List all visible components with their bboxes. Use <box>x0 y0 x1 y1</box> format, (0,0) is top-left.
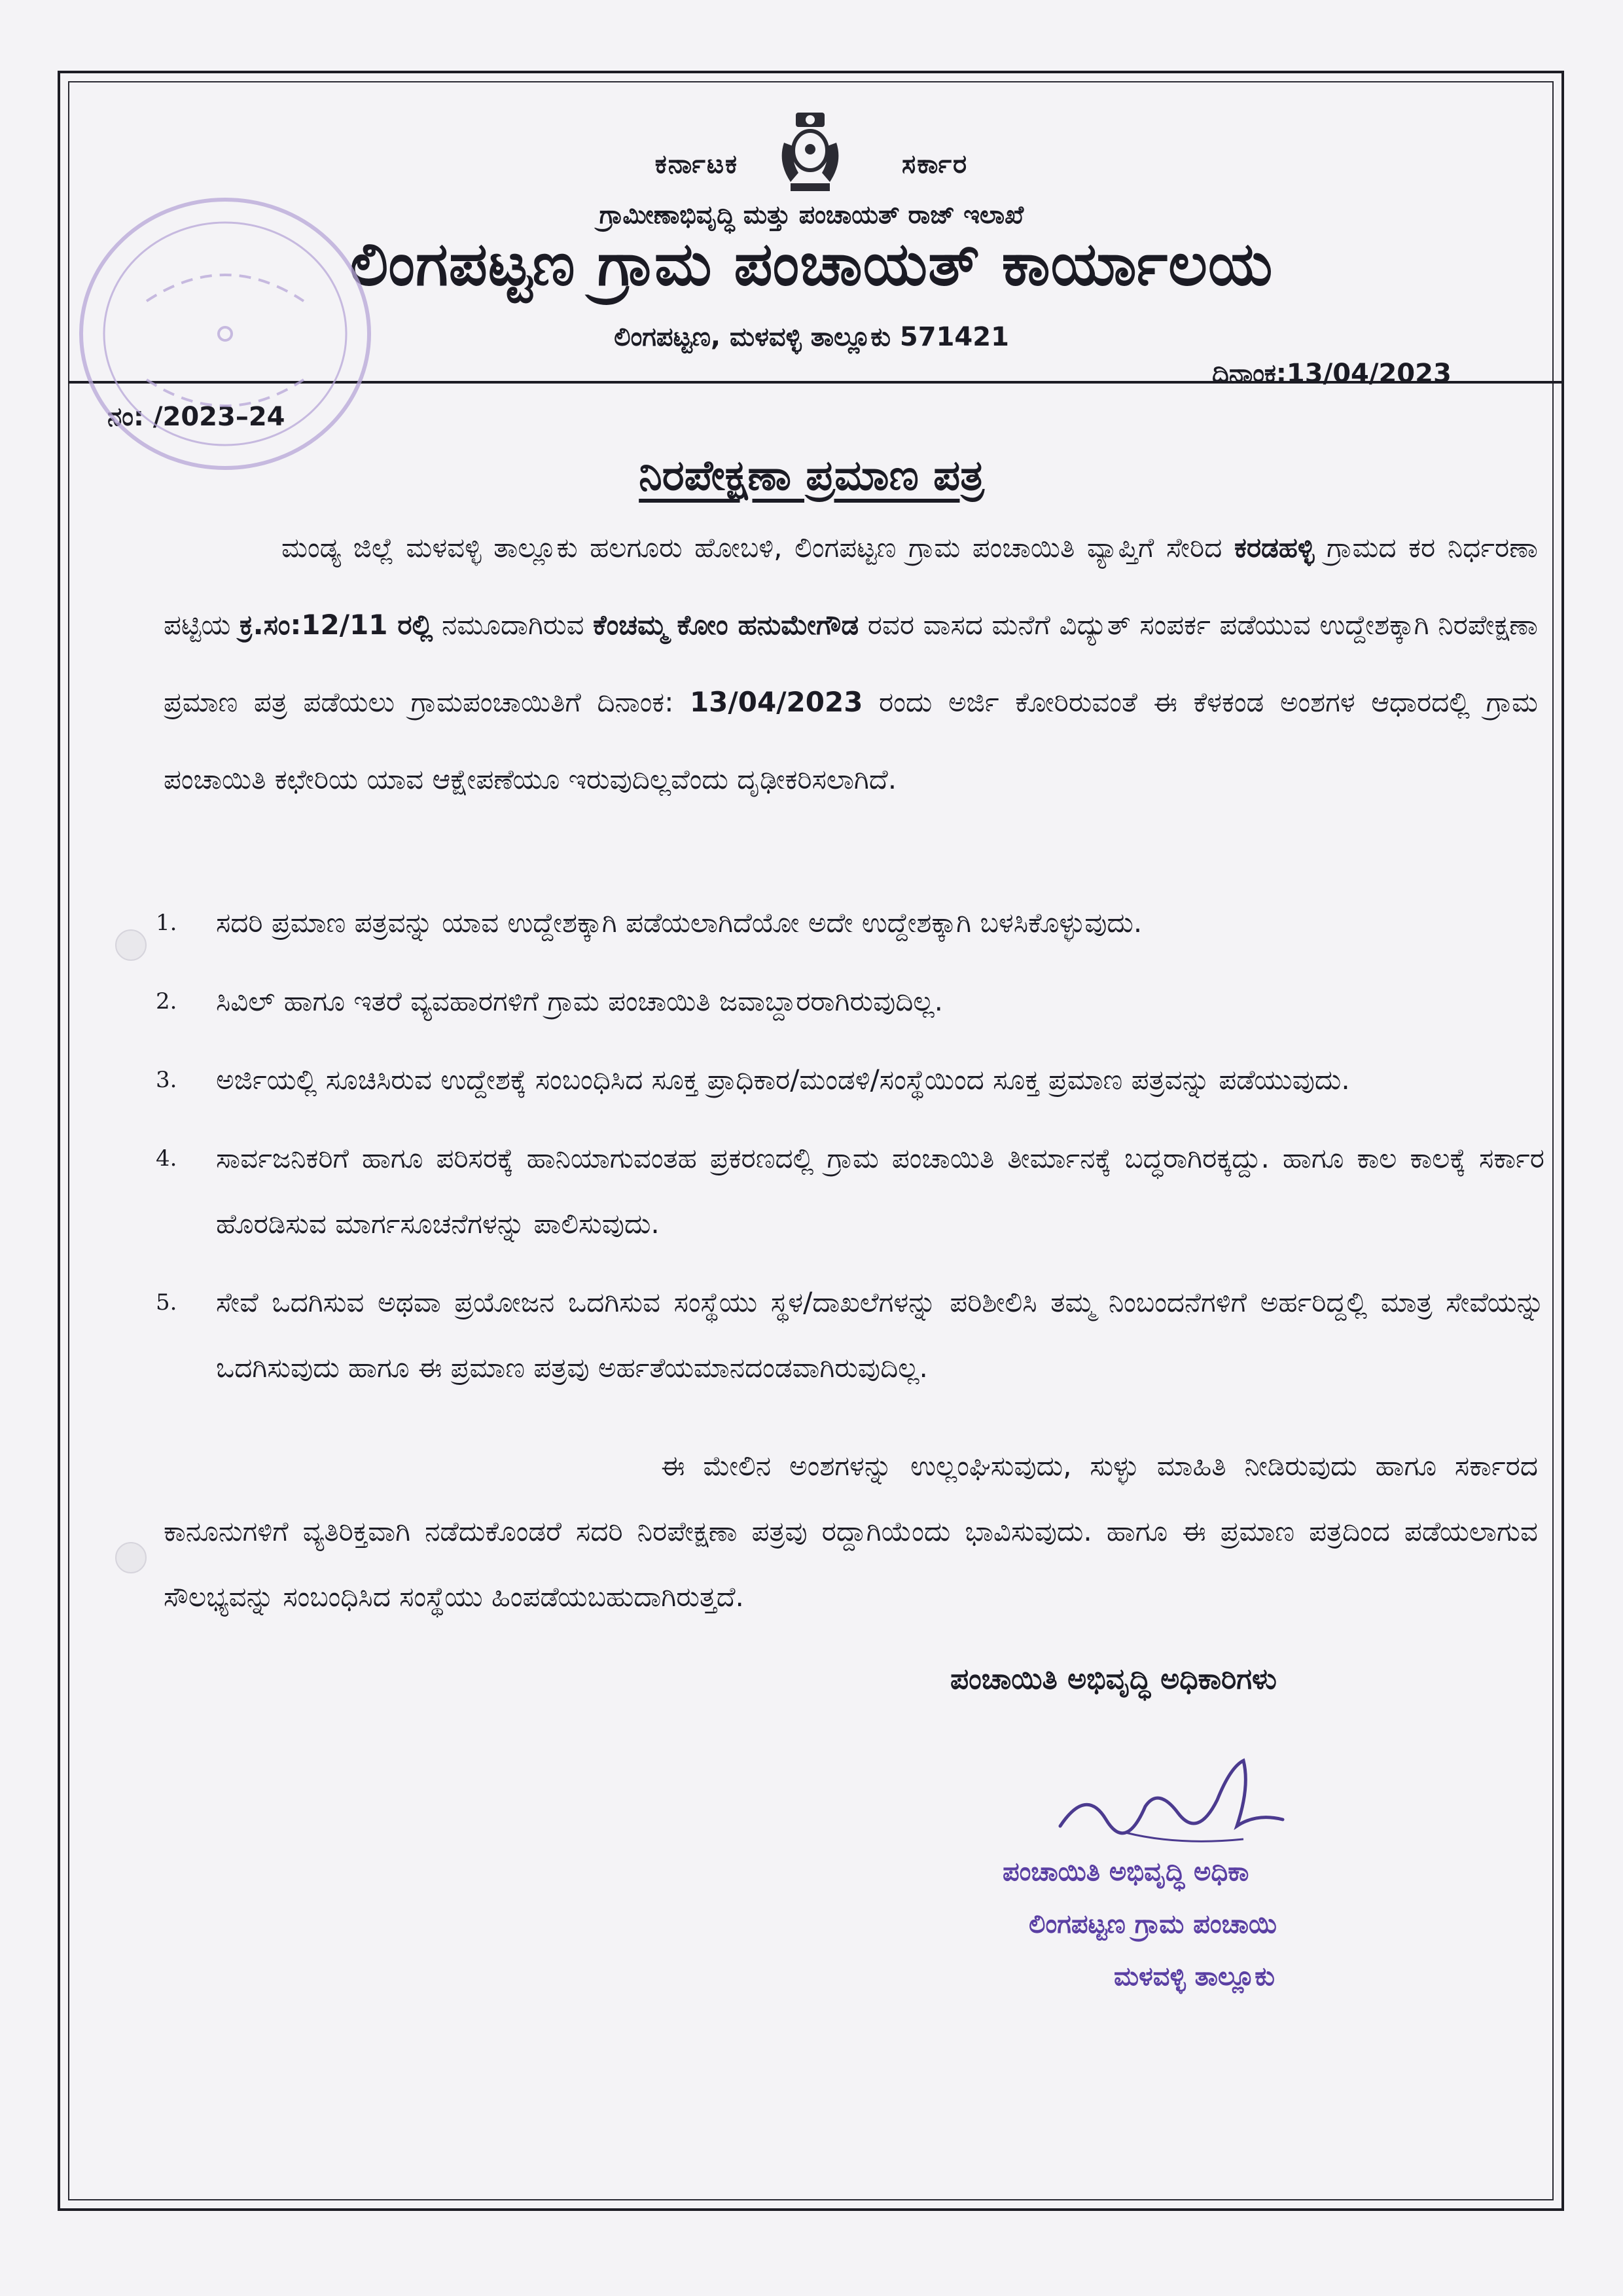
clause-number: 2. <box>156 988 177 1014</box>
list-item <box>156 1047 1544 1113</box>
stamp-line-1: ಪಂಚಾಯಿತಿ ಅಭಿವೃದ್ಧಿ ಅಧಿಕಾ <box>1003 1857 1249 1887</box>
village-name: ಕರಡಹಳ್ಳಿ <box>1234 531 1315 564</box>
conditions-list <box>156 890 1544 1414</box>
body-text-c: ನಮೂದಾಗಿರುವ <box>433 609 594 641</box>
list-item <box>156 969 1544 1034</box>
clause-number: 3. <box>156 1067 177 1093</box>
owner-name: ಕೆಂಚಮ್ಮ ಕೋಂ ಹನುಮೇಗೌಡ <box>593 609 859 641</box>
punch-hole <box>115 929 147 961</box>
clause-number: 4. <box>156 1145 177 1172</box>
clause-text: ಅರ್ಜಿಯಲ್ಲಿ ಸೂಚಿಸಿರುವ ಉದ್ದೇಶಕ್ಕೆ ಸಂಬಂಧಿಸಿದ ಸೂಕ್ತ ಪ್ರಾಧಿಕಾರ/ಮಂಡಳಿ/ಸಂಸ್ಥೆಯಿಂದ ಸೂಕ್ತ ಪ್ರಮಾಣ ಪತ್ರವನ್ನು ಪಡೆಯುವುದು. <box>216 1064 1350 1096</box>
closing-paragraph: ಈ ಮೇಲಿನ ಅಂಶಗಳನ್ನು ಉಲ್ಲಂಘಿಸುವುದು, ಸುಳ್ಳು ಮಾಹಿತಿ ನೀಡಿರುವುದು ಹಾಗೂ ಸರ್ಕಾರದ ಕಾನೂನುಗಳಿಗೆ ವ್ಯತಿರಿಕ್ತವಾಗಿ ನಡೆದುಕೊಂಡರೆ ಸದರಿ ನಿರಪೇಕ್ಷಣಾ ಪತ್ರವು ರದ್ದಾಗಿಯೆಂದು ಭಾವಿಸುವುದು. ಹಾಗೂ ಈ ಪ್ರಮಾಣ ಪತ್ರದಿಂದ ಪಡೆಯಲಾಗುವ ಸೌಲಭ್ಯವನ್ನು ಸಂಬಂಧಿಸಿದ ಸಂಸ್ಥೆಯು ಹಿಂಪಡೆಯಬಹುದಾಗಿರುತ್ತದೆ. <box>164 1450 1538 1613</box>
body-text-d: ರವರ ವಾಸದ ಮನೆಗೆ ವಿದ್ಯುತ್ ಸಂಪರ್ಕ ಪಡೆಯುವ ಉದ್ದೇಶಕ್ಕಾಗಿ ನಿರಪೇಕ್ಷಣಾ ಪ್ರಮಾಣ ಪತ್ರ ಪಡೆಯಲು ಗ್ರಾಮಪಂಚಾಯಿತಿಗೆ ದಿನಾಂಕ: <box>164 609 1539 718</box>
list-item <box>156 1126 1544 1257</box>
gov-left-text: ಕರ್ನಾಟಕ <box>654 149 738 179</box>
serial-number: ಕ್ರ.ಸಂ:12/11 ರಲ್ಲಿ <box>239 609 433 641</box>
list-item <box>156 1270 1544 1401</box>
reference-number: ನಂ: /2023–24 <box>107 402 285 432</box>
department-name: ಗ್ರಾಮೀಣಾಭಿವೃದ್ಧಿ ಮತ್ತು ಪಂಚಾಯತ್ ರಾಜ್ ಇಲಾಖೆ <box>599 200 1024 229</box>
officer-stamp <box>1003 1846 1277 2003</box>
clause-number: 1. <box>156 910 177 936</box>
stamp-line-3: ಮಳವಳ್ಳಿ ತಾಲ್ಲೂಕು <box>1114 1962 1275 1992</box>
panchayat-seal-icon <box>48 170 402 497</box>
issue-date: ದಿನಾಂಕ:13/04/2023 <box>1212 359 1452 389</box>
clause-text: ಸದರಿ ಪ್ರಮಾಣ ಪತ್ರವನ್ನು ಯಾವ ಉದ್ದೇಶಕ್ಕಾಗಿ ಪಡೆಯಲಾಗಿದೆಯೋ ಅದೇ ಉದ್ದೇಶಕ್ಕಾಗಿ ಬಳಸಿಕೊಳ್ಳುವುದು. <box>216 906 1143 939</box>
body-text-a: ಮಂಡ್ಯ ಜಿಲ್ಲೆ ಮಳವಳ್ಳಿ ತಾಲ್ಲೂಕು ಹಲಗೂರು ಹೋಬಳಿ, ಲಿಂಗಪಟ್ಟಣ ಗ್ರಾಮ ಪಂಚಾಯಿತಿ ವ್ಯಾಪ್ತಿಗೆ ಸೇರಿದ <box>281 531 1234 564</box>
stamp-line-2: ಲಿಂಗಪಟ್ಟಣ ಗ್ರಾಮ ಪಂಚಾಯಿ <box>1029 1909 1277 1939</box>
office-address: ಲಿಂಗಪಟ್ಟಣ, ಮಳವಳ್ಳಿ ತಾಲ್ಲೂಕು 571421 <box>614 322 1009 352</box>
gov-right-text: ಸರ್ಕಾರ <box>901 149 969 179</box>
list-item <box>156 890 1544 956</box>
signatory-title: ಪಂಚಾಯಿತಿ ಅಭಿವೃದ್ಧಿ ಅಧಿಕಾರಿಗಳು <box>950 1662 1277 1696</box>
body-text-e: ರಂದು ಅರ್ಜಿ ಕೋರಿರುವಂತೆ ಈ ಕೆಳಕಂಡ ಅಂಶಗಳ ಆಧಾರದಲ್ಲಿ ಗ್ರಾಮ ಪಂಚಾಯಿತಿ ಕಛೇರಿಯ ಯಾವ ಆಕ್ಷೇಪಣೆಯೂ ಇರುವುದಿಲ್ಲವೆಂದು ದೃಢೀಕರಿಸಲಾಗಿದೆ. <box>164 686 1538 795</box>
clause-number: 5. <box>156 1289 177 1316</box>
body-paragraph <box>164 509 1538 818</box>
application-date: 13/04/2023 <box>689 686 863 718</box>
clause-text: ಸಾರ್ವಜನಿಕರಿಗೆ ಹಾಗೂ ಪರಿಸರಕ್ಕೆ ಹಾನಿಯಾಗುವಂತಹ ಪ್ರಕರಣದಲ್ಲಿ ಗ್ರಾಮ ಪಂಚಾಯಿತಿ ತೀರ್ಮಾನಕ್ಕೆ ಬದ್ಧರಾಗಿರಕ್ಕದ್ದು. ಹಾಗೂ ಕಾಲ ಕಾಲಕ್ಕೆ ಸರ್ಕಾರ ಹೊರಡಿಸುವ ಮಾರ್ಗಸೂಚನೆಗಳನ್ನು ಪಾಲಿಸುವುದು. <box>216 1142 1544 1240</box>
clause-text: ಸೇವೆ ಒದಗಿಸುವ ಅಥವಾ ಪ್ರಯೋಜನ ಒದಗಿಸುವ ಸಂಸ್ಥೆಯು ಸ್ಥಳ/ದಾಖಲೆಗಳನ್ನು ಪರಿಶೀಲಿಸಿ ತಮ್ಮ ನಿಂಬಂದನೆಗಳಿಗೆ ಅರ್ಹರಿದ್ದಲ್ಲಿ ಮಾತ್ರ ಸೇವೆಯನ್ನು ಒದಗಿಸುವುದು ಹಾಗೂ ಈ ಪ್ರಮಾಣ ಪತ್ರವು ಅರ್ಹತೆಯಮಾನದಂಡವಾಗಿರುವುದಿಲ್ಲ. <box>216 1286 1544 1384</box>
punch-hole <box>115 1542 147 1573</box>
body-text-b: ಗ್ರಾಮದ ಕರ ನಿರ್ಧರಣಾ ಪಟ್ಟಿಯ <box>164 531 1538 641</box>
document-title: ನಿರಪೇಕ್ಷಣಾ ಪ್ರಮಾಣ ಪತ್ರ <box>639 452 984 500</box>
clause-text: ಸಿವಿಲ್ ಹಾಗೂ ಇತರೆ ವ್ಯವಹಾರಗಳಿಗೆ ಗ್ರಾಮ ಪಂಚಾಯಿತಿ ಜವಾಬ್ದಾರರಾಗಿರುವುದಿಲ್ಲ. <box>216 985 943 1017</box>
office-name: ಲಿಂಗಪಟ್ಟಣ ಗ್ರಾಮ ಪಂಚಾಯತ್ ಕಾರ್ಯಾಲಯ <box>349 229 1274 299</box>
